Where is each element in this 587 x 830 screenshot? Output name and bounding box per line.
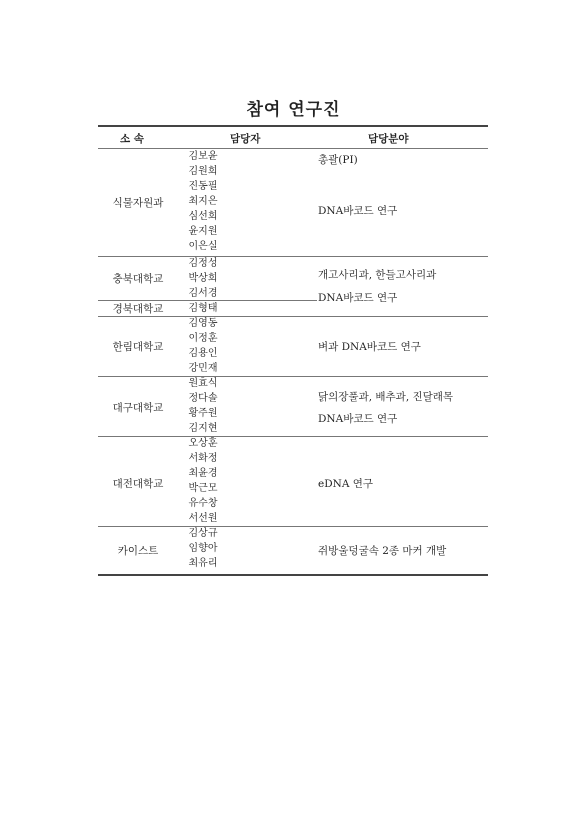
affiliation-cell: 충북대학교 <box>112 273 164 285</box>
member-name: 임향아 <box>188 543 218 554</box>
page-title: 참여 연구진 <box>246 100 341 120</box>
affiliation-cell: 식물자원과 <box>112 197 164 209</box>
member-name: 유수창 <box>188 498 218 509</box>
member-name: 김정성 <box>188 258 218 269</box>
member-name: 김원희 <box>188 166 218 177</box>
member-name: 박상희 <box>188 273 218 284</box>
member-name: 이정훈 <box>188 333 218 344</box>
field-cell: 총괄(PI) <box>318 154 358 166</box>
field-cell: 쥐방울덩굴속 2종 마커 개발 <box>318 545 447 557</box>
group-rule <box>98 436 488 437</box>
member-name: 김영동 <box>188 318 218 329</box>
affiliation-cell: 대구대학교 <box>112 402 164 414</box>
member-name: 윤지원 <box>188 226 218 237</box>
group-rule <box>98 376 488 377</box>
member-name: 김서경 <box>188 288 218 299</box>
member-name: 최지은 <box>188 196 218 207</box>
header-person: 담당자 <box>230 133 261 145</box>
member-name: 서화정 <box>188 453 218 464</box>
field-cell: DNA바코드 연구 <box>318 413 398 425</box>
member-name: 정다솔 <box>188 393 218 404</box>
field-cell: DNA바코드 연구 <box>318 205 398 217</box>
member-name: 최윤경 <box>188 468 218 479</box>
member-name: 김형태 <box>188 303 218 314</box>
member-name: 최유리 <box>188 558 218 569</box>
field-cell: 닭의장풀과, 배추과, 진달래목 <box>318 391 454 403</box>
member-name: 심선희 <box>188 211 218 222</box>
member-name: 오상훈 <box>188 438 218 449</box>
group-rule <box>98 316 488 317</box>
member-name: 진동필 <box>188 181 218 192</box>
header-field: 담당분야 <box>368 133 409 145</box>
group-rule <box>98 256 488 257</box>
affiliation-cell: 경북대학교 <box>112 303 164 315</box>
member-name: 황주원 <box>188 408 218 419</box>
field-cell: DNA바코드 연구 <box>318 292 398 304</box>
field-cell: 개고사리과, 한들고사리과 <box>318 269 437 281</box>
table-bottom-rule <box>98 574 488 576</box>
affiliation-cell: 카이스트 <box>117 545 159 557</box>
member-name: 이은실 <box>188 241 218 252</box>
member-name: 강민재 <box>188 363 218 374</box>
member-name: 김상규 <box>188 528 218 539</box>
member-name: 김지현 <box>188 423 218 434</box>
field-cell: eDNA 연구 <box>318 478 374 490</box>
field-cell: 벼과 DNA바코드 연구 <box>318 341 421 353</box>
member-name: 김용인 <box>188 348 218 359</box>
affiliation-cell: 대전대학교 <box>112 478 164 490</box>
affiliation-cell: 한림대학교 <box>112 341 164 353</box>
header-rule <box>98 148 488 149</box>
header-affiliation: 소 속 <box>120 133 144 145</box>
member-name: 김보윤 <box>188 151 218 162</box>
member-name: 서선원 <box>188 513 218 524</box>
table-top-rule <box>98 125 488 127</box>
group-rule <box>98 526 488 527</box>
member-name: 원효식 <box>188 378 218 389</box>
member-name: 박근모 <box>188 483 218 494</box>
